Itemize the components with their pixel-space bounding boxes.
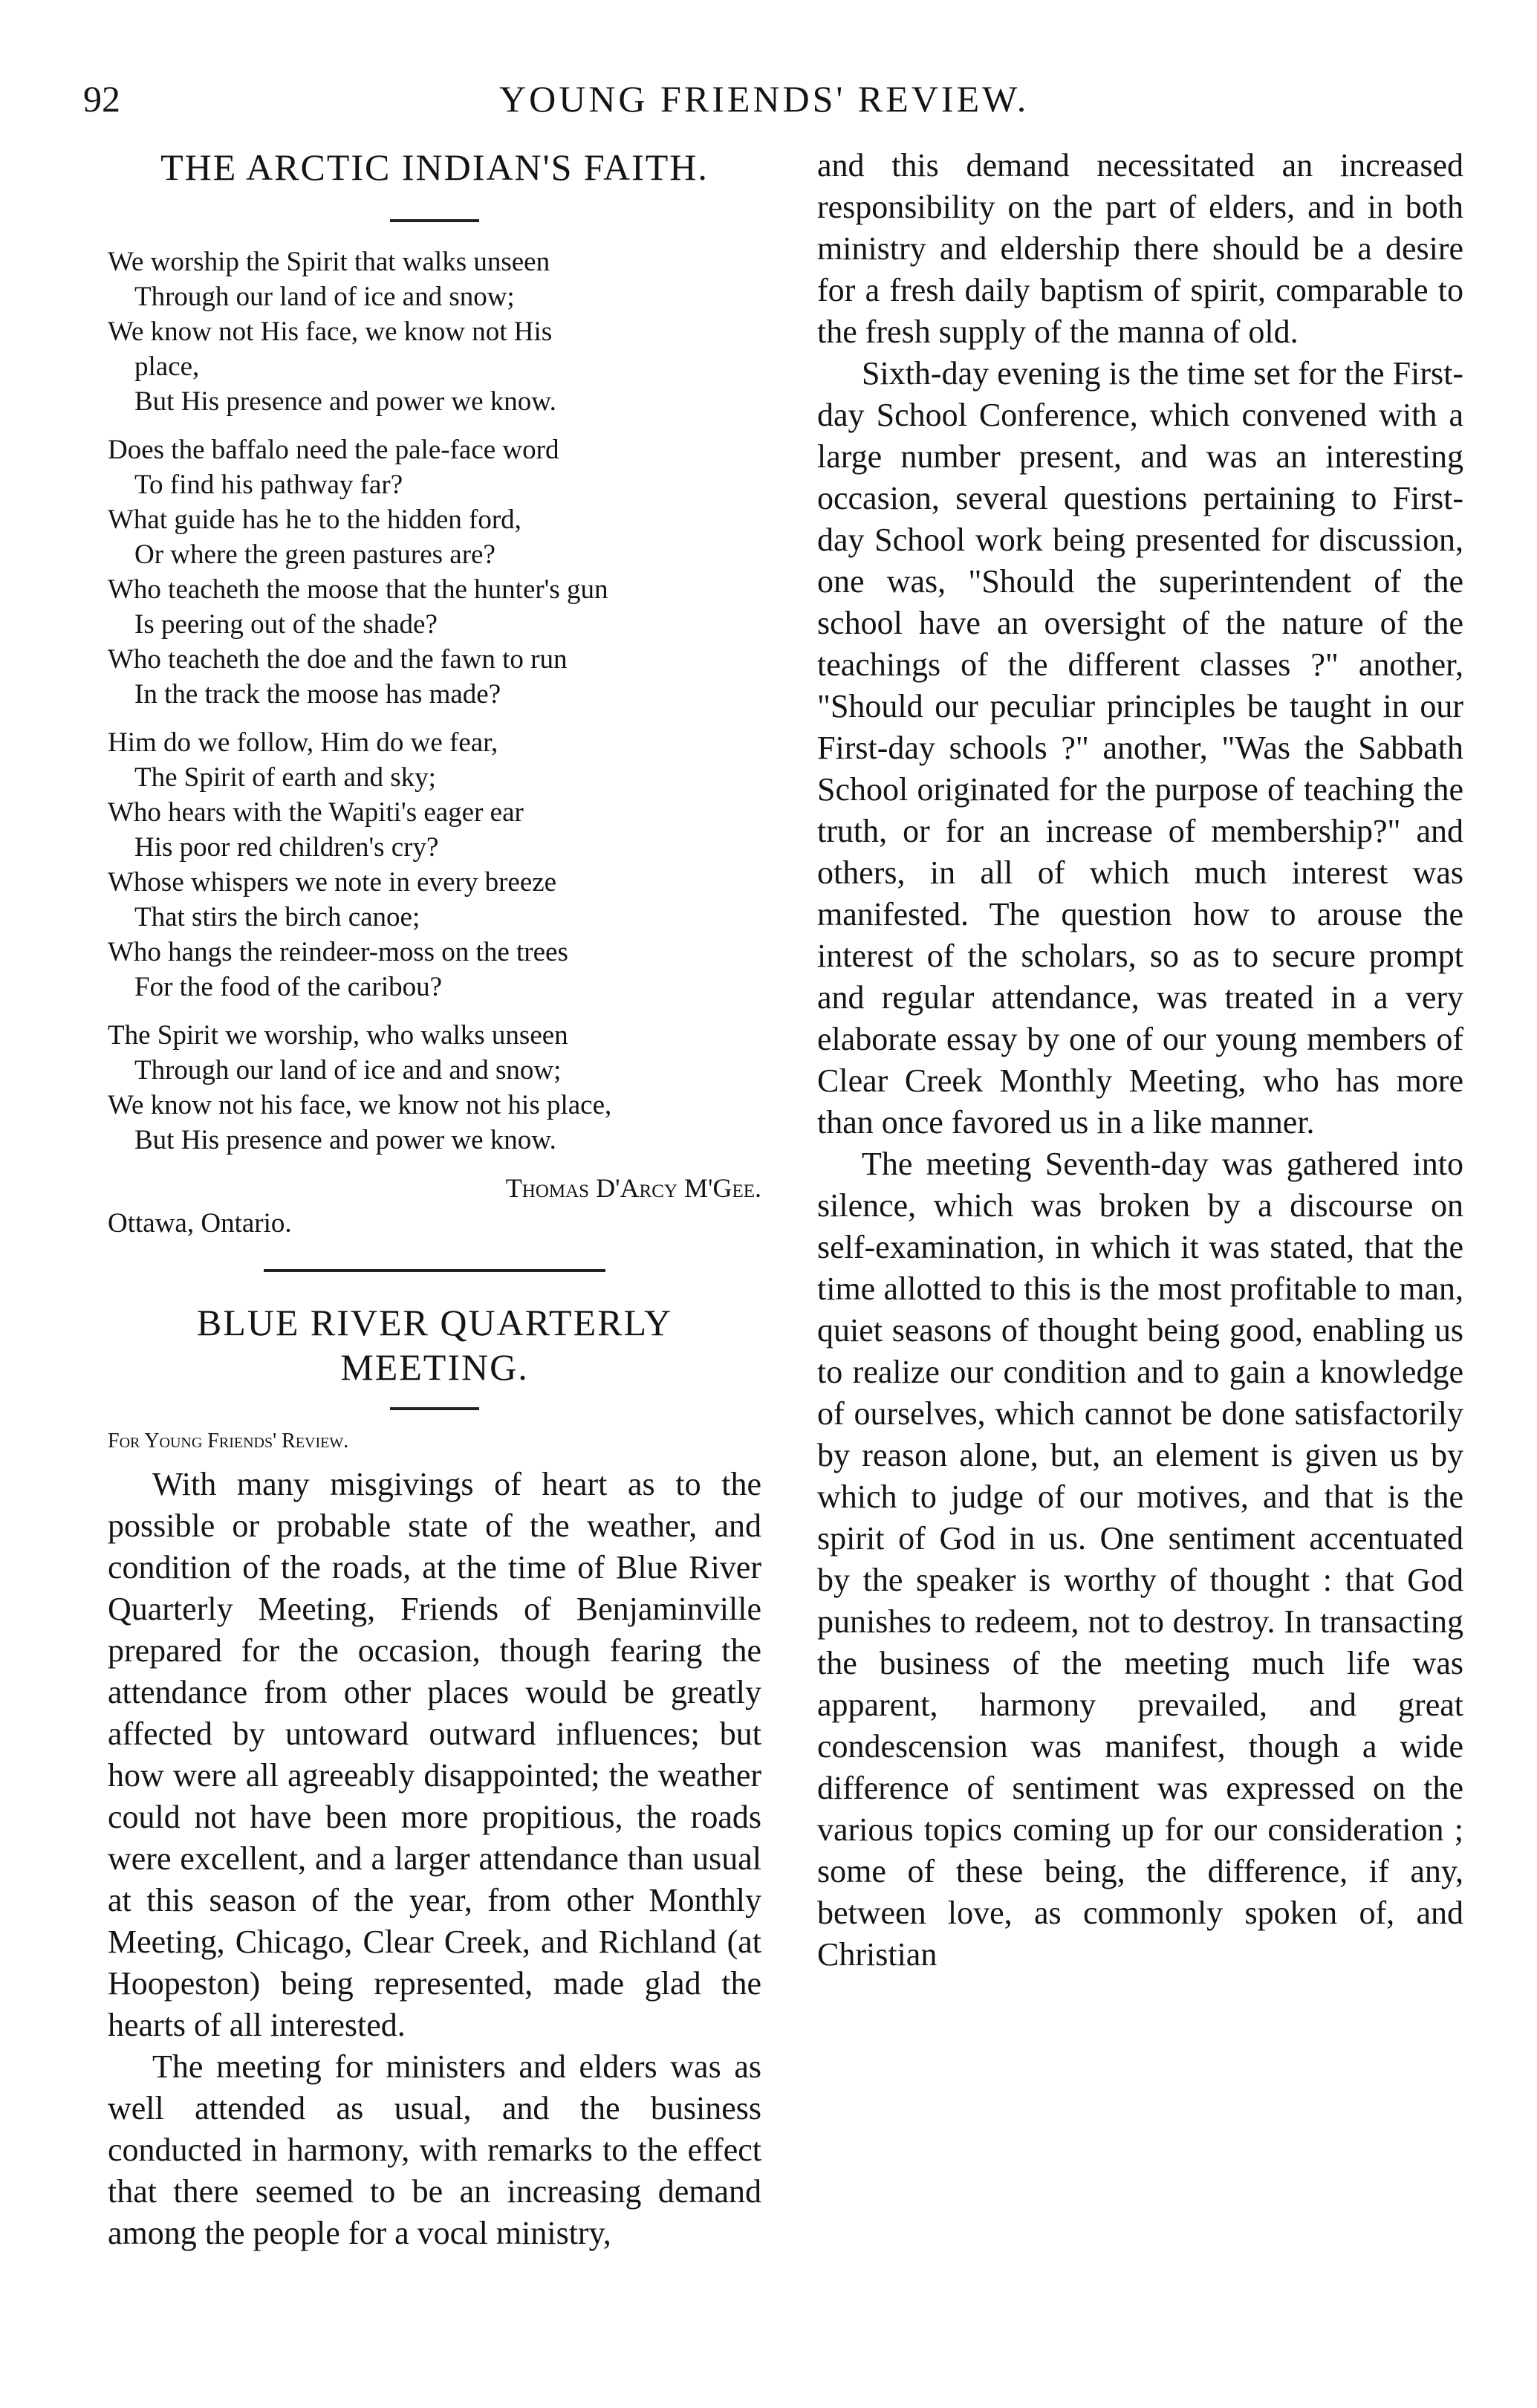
poem-line: Is peering out of the shade? bbox=[134, 609, 438, 640]
article-paragraph: and this demand necessitated an increased responsibility on the part of elders, and in both ministry and eldership there should be a desire for a fresh daily baptism of spirit, comparable to the fresh supply of the manna of old. bbox=[817, 147, 1463, 350]
poem-line: Does the baffalo need the pale-face word bbox=[108, 435, 559, 465]
poem-line: To find his pathway far? bbox=[134, 470, 403, 500]
poem-line: His poor red children's cry? bbox=[134, 832, 439, 863]
poem-line: We worship the Spirit that walks unseen bbox=[108, 247, 550, 277]
poem-line: Through our land of ice and and snow; bbox=[134, 1055, 562, 1085]
article-title bbox=[108, 1300, 761, 1389]
poem-line: That stirs the birch canoe; bbox=[134, 902, 420, 932]
article-paragraph: With many misgivings of heart as to the possible or probable state of the weather, and condition of the roads, at the time of Blue River Quarterly Meeting, Friends of Benjaminville prepared for the occasion, though fearing the attendance from other places would be greatly affected by untoward outward influences; but how were all agreeably disappointed; the weather could not have been more propitious, the roads were excellent, and a larger attendance than usual at this season of the year, from other Monthly Meeting, Chicago, Clear Creek, and Richland (at Hoopeston) being represented, made glad the hearts of all interested. bbox=[108, 1466, 761, 2043]
poem-line: For the food of the caribou? bbox=[134, 972, 443, 1002]
article-title-line: BLUE RIVER QUARTERLY bbox=[196, 1302, 673, 1343]
poem-line: Whose whispers we note in every breeze bbox=[108, 867, 557, 898]
poem-stanza bbox=[108, 1018, 761, 1158]
poem-line: Who teacheth the doe and the fawn to run bbox=[108, 644, 568, 675]
poem-line: But His presence and power we know. bbox=[134, 386, 556, 417]
article-source: For Young Friends' Review. bbox=[108, 1429, 349, 1453]
poem-line: Him do we follow, Him do we fear, bbox=[108, 727, 498, 758]
poem-line: The Spirit we worship, who walks unseen bbox=[108, 1020, 568, 1051]
poem-stanza bbox=[108, 725, 761, 1005]
poem-stanza bbox=[108, 432, 761, 712]
poem-line: But His presence and power we know. bbox=[134, 1125, 556, 1155]
article-paragraph: The meeting Seventh-day was gathered into silence, which was broken by a discourse on self-examination, in which it was stated, that the time allotted to this is the most profitable to man, quiet seasons of thought being good, enabling us to realize our condition and to gain a knowledge of ourselves, which cannot be done satisfactorily by reason alone, but, an element is given us by which to judge of our motives, and that is the spirit of God in us. One sentiment accentuated by the speaker is worthy of thought : that God punishes to redeem, not to destroy. In transacting the business of the meeting much life was apparent, harmony prevailed, and great condescension was manifest, though a wide difference of sentiment was expressed on the various topics coming up for our consideration ; some of these being, the difference, if any, between love, as commonly spoken of, and Christian bbox=[817, 1146, 1463, 1973]
section-divider bbox=[264, 1269, 605, 1272]
running-title: YOUNG FRIENDS' REVIEW. bbox=[499, 78, 1030, 120]
poem-line: Through our land of ice and snow; bbox=[134, 282, 515, 312]
article-title-line: MEETING. bbox=[340, 1346, 529, 1388]
poem-line: We know not his face, we know not his place, bbox=[108, 1090, 612, 1120]
poem-line: Who teacheth the moose that the hunter's gun bbox=[108, 574, 608, 605]
poem-body bbox=[108, 244, 761, 1241]
page-header bbox=[83, 77, 1465, 129]
right-column bbox=[817, 145, 1463, 1976]
poem-line: In the track the moose has made? bbox=[134, 679, 501, 710]
poem-line: Who hears with the Wapiti's eager ear bbox=[108, 797, 524, 828]
poem-place: Ottawa, Ontario. bbox=[108, 1208, 292, 1239]
divider bbox=[390, 219, 479, 222]
poem-line: The Spirit of earth and sky; bbox=[134, 762, 436, 793]
poem-title: THE ARCTIC INDIAN'S FAITH. bbox=[160, 146, 709, 188]
article-paragraph: The meeting for ministers and elders was as well attended as usual, and the business conducted in harmony, with remarks to the effect that there seemed to be an increasing demand among the people for a vocal ministry, bbox=[108, 2048, 761, 2251]
poem-line: What guide has he to the hidden ford, bbox=[108, 504, 521, 535]
divider bbox=[390, 1407, 479, 1410]
poem-line: Who hangs the reindeer-moss on the trees bbox=[108, 937, 568, 967]
poem-author: Thomas D'Arcy M'Gee. bbox=[505, 1173, 761, 1203]
left-column bbox=[108, 145, 761, 2254]
poem-line: We know not His face, we know not His bbox=[108, 317, 553, 347]
poem-line: Or where the green pastures are? bbox=[134, 539, 495, 570]
poem-line: place, bbox=[134, 351, 200, 382]
poem-stanza bbox=[108, 244, 761, 419]
page-number: 92 bbox=[83, 78, 120, 120]
article-paragraph: Sixth-day evening is the time set for the First-day School Conference, which convened with a large number present, and was an interesting occasion, several questions pertaining to First-day School work being presented for discussion, one was, "Should the superintendent of the school have an oversight of the nature of the teachings of the different classes ?" another, "Should our peculiar principles be taught in our First-day schools ?" another, "Was the Sabbath School originated for the purpose of teaching the truth, or for an increase of membership?" and others, in all of which much interest was manifested. The question how to arouse the interest of the scholars, so as to secure prompt and regular attendance, was treated in a very elaborate essay by one of our young members of Clear Creek Monthly Meeting, who has more than once favored us in a like manner. bbox=[817, 355, 1463, 1140]
